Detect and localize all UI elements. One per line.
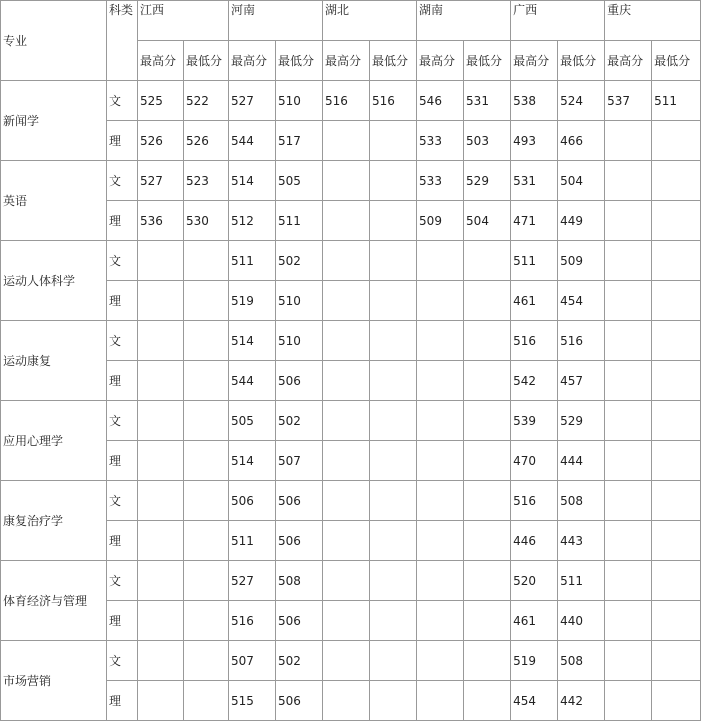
category-type: 文	[107, 481, 138, 521]
min-score-cell	[184, 561, 229, 601]
min-score-cell	[652, 681, 701, 721]
max-score-cell: 514	[229, 161, 276, 201]
min-score-cell	[370, 401, 417, 441]
max-score-cell: 516	[229, 601, 276, 641]
major-name: 英语	[1, 161, 107, 241]
max-score-cell	[323, 481, 370, 521]
min-score-cell: 522	[184, 81, 229, 121]
max-score-cell	[323, 641, 370, 681]
category-type: 理	[107, 201, 138, 241]
header-min: 最低分	[558, 41, 605, 81]
min-score-cell	[184, 521, 229, 561]
min-score-cell	[184, 601, 229, 641]
max-score-cell: 542	[511, 361, 558, 401]
header-max: 最高分	[323, 41, 370, 81]
header-category: 科类	[107, 1, 138, 81]
min-score-cell	[184, 361, 229, 401]
header-min: 最低分	[652, 41, 701, 81]
min-score-cell	[652, 521, 701, 561]
min-score-cell	[652, 561, 701, 601]
max-score-cell	[605, 561, 652, 601]
max-score-cell	[138, 481, 184, 521]
min-score-cell: 529	[464, 161, 511, 201]
category-type: 理	[107, 441, 138, 481]
min-score-cell: 502	[276, 401, 323, 441]
min-score-cell	[464, 521, 511, 561]
min-score-cell	[370, 601, 417, 641]
max-score-cell: 516	[511, 321, 558, 361]
min-score-cell: 509	[558, 241, 605, 281]
min-score-cell	[652, 201, 701, 241]
max-score-cell	[323, 561, 370, 601]
min-score-cell	[464, 601, 511, 641]
max-score-cell	[417, 241, 464, 281]
max-score-cell	[138, 281, 184, 321]
header-min: 最低分	[276, 41, 323, 81]
max-score-cell	[605, 321, 652, 361]
max-score-cell: 538	[511, 81, 558, 121]
max-score-cell	[138, 441, 184, 481]
header-max: 最高分	[138, 41, 184, 81]
min-score-cell: 510	[276, 281, 323, 321]
max-score-cell: 525	[138, 81, 184, 121]
major-name: 新闻学	[1, 81, 107, 161]
major-name: 运动康复	[1, 321, 107, 401]
max-score-cell: 544	[229, 121, 276, 161]
min-score-cell	[370, 361, 417, 401]
max-score-cell: 519	[229, 281, 276, 321]
min-score-cell	[464, 241, 511, 281]
max-score-cell	[323, 121, 370, 161]
max-score-cell: 511	[229, 521, 276, 561]
category-type: 理	[107, 601, 138, 641]
max-score-cell	[323, 601, 370, 641]
max-score-cell	[417, 321, 464, 361]
max-score-cell	[323, 241, 370, 281]
max-score-cell: 514	[229, 321, 276, 361]
min-score-cell	[184, 641, 229, 681]
table-row	[1, 641, 701, 681]
max-score-cell	[138, 681, 184, 721]
min-score-cell: 506	[276, 481, 323, 521]
max-score-cell: 533	[417, 161, 464, 201]
max-score-cell: 539	[511, 401, 558, 441]
max-score-cell	[323, 321, 370, 361]
category-type: 文	[107, 241, 138, 281]
max-score-cell: 446	[511, 521, 558, 561]
header-province: 广西	[511, 1, 605, 41]
max-score-cell: 516	[511, 481, 558, 521]
max-score-cell	[323, 521, 370, 561]
max-score-cell	[323, 681, 370, 721]
max-score-cell: 507	[229, 641, 276, 681]
max-score-cell: 511	[229, 241, 276, 281]
max-score-cell	[605, 241, 652, 281]
max-score-cell: 461	[511, 281, 558, 321]
min-score-cell: 510	[276, 321, 323, 361]
min-score-cell	[370, 481, 417, 521]
max-score-cell	[138, 641, 184, 681]
max-score-cell: 531	[511, 161, 558, 201]
min-score-cell: 510	[276, 81, 323, 121]
max-score-cell	[417, 441, 464, 481]
min-score-cell	[652, 641, 701, 681]
table-row	[1, 481, 701, 521]
min-score-cell: 511	[652, 81, 701, 121]
min-score-cell: 449	[558, 201, 605, 241]
max-score-cell: 546	[417, 81, 464, 121]
min-score-cell: 529	[558, 401, 605, 441]
category-type: 文	[107, 321, 138, 361]
category-type: 理	[107, 281, 138, 321]
header-max: 最高分	[605, 41, 652, 81]
header-major: 专业	[1, 1, 107, 81]
min-score-cell	[184, 401, 229, 441]
max-score-cell	[323, 161, 370, 201]
min-score-cell	[370, 681, 417, 721]
min-score-cell: 508	[558, 481, 605, 521]
min-score-cell	[464, 561, 511, 601]
max-score-cell	[323, 361, 370, 401]
max-score-cell	[138, 321, 184, 361]
min-score-cell: 508	[276, 561, 323, 601]
table-row	[1, 241, 701, 281]
max-score-cell: 470	[511, 441, 558, 481]
min-score-cell	[464, 281, 511, 321]
min-score-cell: 444	[558, 441, 605, 481]
max-score-cell	[323, 401, 370, 441]
min-score-cell	[464, 641, 511, 681]
min-score-cell	[370, 281, 417, 321]
max-score-cell: 527	[138, 161, 184, 201]
min-score-cell	[464, 681, 511, 721]
max-score-cell	[605, 161, 652, 201]
min-score-cell	[184, 441, 229, 481]
max-score-cell	[138, 601, 184, 641]
category-type: 理	[107, 681, 138, 721]
header-province: 湖南	[417, 1, 511, 41]
max-score-cell	[605, 521, 652, 561]
min-score-cell: 443	[558, 521, 605, 561]
min-score-cell	[464, 361, 511, 401]
max-score-cell	[138, 521, 184, 561]
min-score-cell: 506	[276, 521, 323, 561]
max-score-cell: 509	[417, 201, 464, 241]
min-score-cell: 516	[370, 81, 417, 121]
min-score-cell: 517	[276, 121, 323, 161]
min-score-cell	[652, 481, 701, 521]
max-score-cell	[323, 441, 370, 481]
header-province: 江西	[138, 1, 229, 41]
min-score-cell: 530	[184, 201, 229, 241]
max-score-cell	[605, 441, 652, 481]
max-score-cell: 514	[229, 441, 276, 481]
max-score-cell	[417, 361, 464, 401]
category-type: 文	[107, 641, 138, 681]
min-score-cell: 524	[558, 81, 605, 121]
max-score-cell	[605, 201, 652, 241]
max-score-cell: 527	[229, 561, 276, 601]
min-score-cell: 507	[276, 441, 323, 481]
min-score-cell	[652, 601, 701, 641]
max-score-cell	[605, 401, 652, 441]
major-name: 康复治疗学	[1, 481, 107, 561]
min-score-cell: 454	[558, 281, 605, 321]
min-score-cell	[184, 281, 229, 321]
min-score-cell: 502	[276, 241, 323, 281]
max-score-cell	[605, 641, 652, 681]
header-max: 最高分	[511, 41, 558, 81]
category-type: 文	[107, 81, 138, 121]
min-score-cell	[184, 321, 229, 361]
max-score-cell: 511	[511, 241, 558, 281]
max-score-cell: 493	[511, 121, 558, 161]
min-score-cell: 506	[276, 361, 323, 401]
max-score-cell: 506	[229, 481, 276, 521]
min-score-cell: 508	[558, 641, 605, 681]
major-name: 运动人体科学	[1, 241, 107, 321]
max-score-cell: 519	[511, 641, 558, 681]
max-score-cell: 516	[323, 81, 370, 121]
max-score-cell	[605, 281, 652, 321]
min-score-cell: 511	[558, 561, 605, 601]
max-score-cell	[138, 401, 184, 441]
max-score-cell: 515	[229, 681, 276, 721]
max-score-cell	[323, 201, 370, 241]
min-score-cell	[652, 441, 701, 481]
min-score-cell	[370, 161, 417, 201]
major-name: 体育经济与管理	[1, 561, 107, 641]
min-score-cell	[652, 121, 701, 161]
min-score-cell: 506	[276, 681, 323, 721]
max-score-cell: 512	[229, 201, 276, 241]
min-score-cell: 504	[558, 161, 605, 201]
category-type: 理	[107, 121, 138, 161]
header-max: 最高分	[417, 41, 464, 81]
min-score-cell	[370, 321, 417, 361]
min-score-cell	[464, 401, 511, 441]
max-score-cell	[417, 401, 464, 441]
min-score-cell: 506	[276, 601, 323, 641]
min-score-cell	[652, 321, 701, 361]
min-score-cell: 466	[558, 121, 605, 161]
max-score-cell	[417, 481, 464, 521]
max-score-cell	[138, 561, 184, 601]
table-row	[1, 321, 701, 361]
min-score-cell	[184, 481, 229, 521]
max-score-cell	[138, 241, 184, 281]
header-province: 重庆	[605, 1, 701, 41]
min-score-cell: 505	[276, 161, 323, 201]
max-score-cell	[417, 601, 464, 641]
min-score-cell: 511	[276, 201, 323, 241]
max-score-cell: 454	[511, 681, 558, 721]
max-score-cell	[417, 521, 464, 561]
min-score-cell	[652, 401, 701, 441]
max-score-cell: 527	[229, 81, 276, 121]
header-min: 最低分	[464, 41, 511, 81]
min-score-cell: 502	[276, 641, 323, 681]
min-score-cell	[652, 281, 701, 321]
header-min: 最低分	[370, 41, 417, 81]
max-score-cell: 526	[138, 121, 184, 161]
min-score-cell	[370, 561, 417, 601]
max-score-cell	[138, 361, 184, 401]
min-score-cell: 531	[464, 81, 511, 121]
header-province: 河南	[229, 1, 323, 41]
major-name: 市场营销	[1, 641, 107, 721]
min-score-cell	[652, 161, 701, 201]
max-score-cell: 505	[229, 401, 276, 441]
max-score-cell	[323, 281, 370, 321]
min-score-cell	[652, 361, 701, 401]
min-score-cell	[464, 481, 511, 521]
min-score-cell	[464, 321, 511, 361]
table-row	[1, 401, 701, 441]
min-score-cell: 523	[184, 161, 229, 201]
min-score-cell: 442	[558, 681, 605, 721]
min-score-cell: 457	[558, 361, 605, 401]
header-max: 最高分	[229, 41, 276, 81]
min-score-cell	[370, 441, 417, 481]
max-score-cell: 461	[511, 601, 558, 641]
max-score-cell	[417, 681, 464, 721]
table-row	[1, 161, 701, 201]
max-score-cell: 520	[511, 561, 558, 601]
max-score-cell	[417, 641, 464, 681]
category-type: 理	[107, 521, 138, 561]
min-score-cell: 516	[558, 321, 605, 361]
table-row	[1, 81, 701, 121]
max-score-cell: 536	[138, 201, 184, 241]
min-score-cell	[184, 681, 229, 721]
category-type: 文	[107, 401, 138, 441]
max-score-cell: 533	[417, 121, 464, 161]
category-type: 理	[107, 361, 138, 401]
max-score-cell	[605, 361, 652, 401]
max-score-cell: 471	[511, 201, 558, 241]
max-score-cell	[605, 121, 652, 161]
min-score-cell	[370, 201, 417, 241]
min-score-cell	[370, 521, 417, 561]
max-score-cell	[605, 481, 652, 521]
min-score-cell: 526	[184, 121, 229, 161]
max-score-cell	[417, 561, 464, 601]
max-score-cell	[605, 681, 652, 721]
min-score-cell: 503	[464, 121, 511, 161]
max-score-cell: 544	[229, 361, 276, 401]
min-score-cell	[652, 241, 701, 281]
category-type: 文	[107, 161, 138, 201]
min-score-cell: 440	[558, 601, 605, 641]
min-score-cell	[370, 641, 417, 681]
max-score-cell: 537	[605, 81, 652, 121]
max-score-cell	[605, 601, 652, 641]
header-min: 最低分	[184, 41, 229, 81]
table-row	[1, 561, 701, 601]
min-score-cell	[184, 241, 229, 281]
min-score-cell	[464, 441, 511, 481]
max-score-cell	[417, 281, 464, 321]
major-name: 应用心理学	[1, 401, 107, 481]
header-province: 湖北	[323, 1, 417, 41]
category-type: 文	[107, 561, 138, 601]
min-score-cell	[370, 241, 417, 281]
min-score-cell: 504	[464, 201, 511, 241]
min-score-cell	[370, 121, 417, 161]
